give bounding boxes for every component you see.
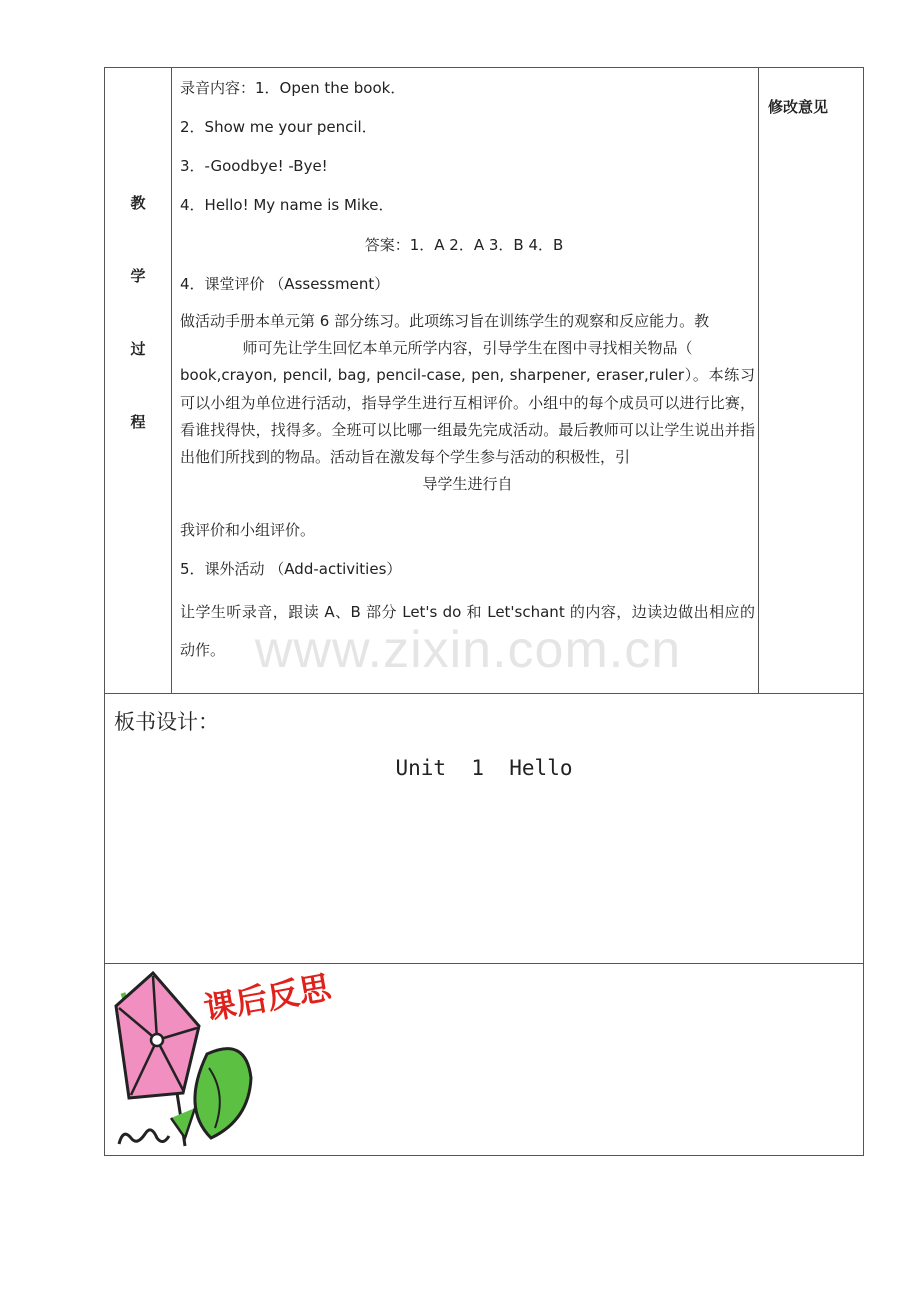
- row-divider-board: [105, 693, 863, 694]
- board-unit-title: Unit 1 Hello: [395, 756, 573, 780]
- activities-heading: 5．课外活动 （Add-activities）: [180, 560, 402, 578]
- assessment-para-2: 我评价和小组评价。: [180, 521, 316, 539]
- assessment-para-center: 师可先让学生回忆本单元所学内容，引导学生在图中寻找相关物品（: [242, 339, 693, 358]
- column-divider-right: [758, 68, 759, 693]
- side-label-1: 教: [130, 194, 146, 212]
- board-design-title: 板书设计：: [114, 710, 219, 734]
- side-label-4: 程: [130, 413, 146, 431]
- watermark: www.zixin.com.cn: [254, 621, 682, 679]
- assessment-heading: 4．课堂评价 （Assessment）: [180, 275, 390, 293]
- lesson-table: [104, 67, 864, 1156]
- reflection-title: 课后反思: [201, 968, 334, 1028]
- assessment-para-body: book,crayon, pencil, bag, pencil-case, pen, sharpener, eraser,ruler）。本练习可以小组为单位进行活动，指导学生进行互相评价。小组中的每个成员可以进行比赛，看谁找得快，找得多。全班可以比哪一组最先完成活动。最后教师可以让学生说出并指出他们所找到的物品。活动旨在激发每个学生参与活动的积极性，引: [180, 366, 755, 467]
- answer-key: 答案：1．A 2．A 3．B 4．B: [364, 236, 564, 254]
- assessment-para-first: 做活动手册本单元第 6 部分练习。此项练习旨在训练学生的观察和反应能力。教: [180, 312, 710, 330]
- side-label-2: 学: [130, 267, 146, 285]
- row-divider-reflection: [105, 963, 863, 964]
- column-divider-left: [171, 68, 172, 693]
- revision-header: 修改意见: [768, 98, 829, 116]
- activities-text: 让学生听录音，跟读 A、B 部分 Let's do 和 Let'schant 的内容，边读边做出相应的动作。: [180, 603, 755, 659]
- recording-line-1: 录音内容：1．Open the book．: [180, 79, 406, 97]
- recording-line-2: 2．Show me your pencil．: [180, 118, 377, 136]
- assessment-paragraph: [180, 308, 755, 498]
- recording-line-3: 3．-Goodbye! -Bye!: [180, 157, 328, 175]
- recording-line-4: 4．Hello! My name is Mike．: [180, 196, 394, 214]
- assessment-para-last: 导学生进行自: [422, 475, 513, 494]
- side-label-3: 过: [130, 340, 146, 358]
